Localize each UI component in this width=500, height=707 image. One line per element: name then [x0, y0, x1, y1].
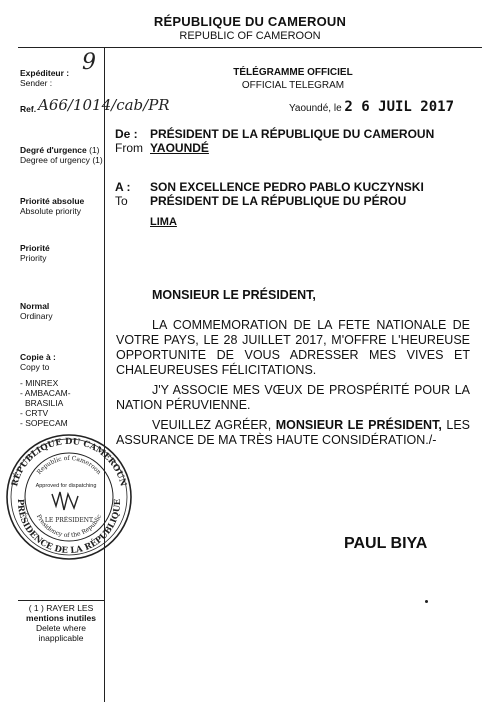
paragraph-2: J'Y ASSOCIE MES VŒUX DE PROSPÉRITÉ POUR LA NATION PÉRUVIENNE.: [116, 383, 470, 412]
ink-dot: [425, 600, 428, 603]
seal-inner-top-text: Republic of Cameroon: [35, 454, 103, 476]
seal-inner-bottom-text: Presidency of the Republic: [34, 513, 104, 540]
seal-signature-scribble: [52, 492, 78, 510]
sender-handwriting: 9: [82, 50, 96, 75]
priorite-label: Priorité: [20, 243, 50, 253]
presidency-seal: [4, 432, 134, 562]
ref-label: Ref.: [20, 104, 37, 114]
footnote-block: [18, 603, 104, 643]
from-label: From: [115, 141, 143, 155]
telegram-title-en: OFFICIAL TELEGRAM: [241, 80, 345, 91]
sender-label: Sender :: [20, 78, 53, 88]
date-prefix: Yaoundé, le: [289, 103, 342, 114]
footnote-line: Delete where: [35, 623, 87, 633]
urgency-block: [20, 145, 104, 165]
ordinary-label: Ordinary: [20, 311, 53, 321]
date-stamp: 2 6 JUIL 2017: [344, 99, 454, 115]
absolute-priority-label: Absolute priority: [20, 206, 81, 216]
priorite-absolue-label: Priorité absolue: [20, 196, 85, 206]
footnote-line: mentions inutiles: [26, 613, 96, 623]
absolute-priority-block: [20, 196, 104, 216]
footnote-line: ( 1 ) RAYER LES: [28, 603, 94, 613]
seal-approved-text: Approved for dispatching: [35, 483, 97, 489]
telegram-title-fr: TÉLÉGRAMME OFFICIEL: [233, 67, 353, 78]
republic-title-fr: RÉPUBLIQUE DU CAMEROUN: [153, 14, 347, 29]
to-label: To: [115, 194, 128, 208]
copy-item: - CRTV: [20, 408, 49, 418]
sender-block: [20, 50, 104, 88]
closing-address: MONSIEUR LE PRÉSIDENT,: [275, 418, 442, 432]
seal-le-president-text: LE PRÉSIDENT: [44, 517, 94, 524]
copy-item: BRASILIA: [25, 398, 64, 408]
expediteur-label: Expéditeur :: [20, 68, 70, 78]
ref-handwriting: A66/1014/cab/PR: [38, 96, 170, 114]
degre-label: Degré d'urgence: [20, 145, 87, 155]
paragraph-3: [116, 418, 470, 448]
signature-name: PAUL BIYA: [344, 535, 428, 552]
footnote-divider: [18, 600, 104, 601]
closing-text-end: LES ASSURANCE DE MA TRÈS HAUTE CONSIDÉRATION./-: [116, 418, 470, 447]
priority-block: [20, 243, 104, 263]
closing-text: VEUILLEZ AGRÉER,: [152, 418, 276, 432]
copy-list: [20, 378, 104, 428]
to-title: PRÉSIDENT DE LA RÉPUBLIQUE DU PÉROU: [150, 194, 407, 208]
to-recipient: SON EXCELLENCE PEDRO PABLO KUCZYNSKI: [150, 180, 424, 194]
a-label: A :: [115, 180, 131, 194]
footnote-line: inapplicable: [38, 633, 84, 643]
republic-title-en: REPUBLIC OF CAMEROON: [179, 30, 321, 42]
header-divider: [18, 47, 482, 48]
copy-label: Copy to: [20, 362, 50, 372]
from-city: YAOUNDÉ: [150, 141, 209, 155]
degree-note: (1): [92, 155, 103, 165]
copy-item: - MINREX: [20, 378, 59, 388]
copy-item: - AMBACAM-: [20, 388, 71, 398]
copie-label: Copie à :: [20, 352, 56, 362]
copy-item: - SOPECAM: [20, 418, 68, 428]
normal-block: [20, 301, 104, 321]
from-value: PRÉSIDENT DE LA RÉPUBLIQUE DU CAMEROUN: [150, 127, 435, 141]
copy-block: [20, 352, 104, 372]
de-label: De :: [115, 127, 138, 141]
degree-label: Degree of urgency: [20, 155, 90, 165]
sidebar-divider: [104, 47, 105, 702]
date-line: [289, 99, 454, 115]
seal-outer-top-text: RÉPUBLIQUE DU CAMEROUN: [10, 436, 128, 488]
normal-label: Normal: [20, 301, 50, 311]
seal-outer-bottom-text: PRÉSIDENCE DE LA RÉPUBLIQUE: [14, 498, 124, 557]
paragraph-1: LA COMMEMORATION DE LA FETE NATIONALE DE VOTRE PAYS, LE 28 JUILLET 2017, M'OFFRE L'HEUREUSE OPPORTUNITE DE VOUS ADRESSER MES VIVES ET CHALEUREUSES FÉLICITATIONS.: [116, 318, 470, 377]
degre-note: (1): [89, 145, 100, 155]
to-city: LIMA: [150, 216, 177, 228]
priority-label: Priority: [20, 253, 47, 263]
salutation: MONSIEUR LE PRÉSIDENT,: [152, 288, 316, 302]
